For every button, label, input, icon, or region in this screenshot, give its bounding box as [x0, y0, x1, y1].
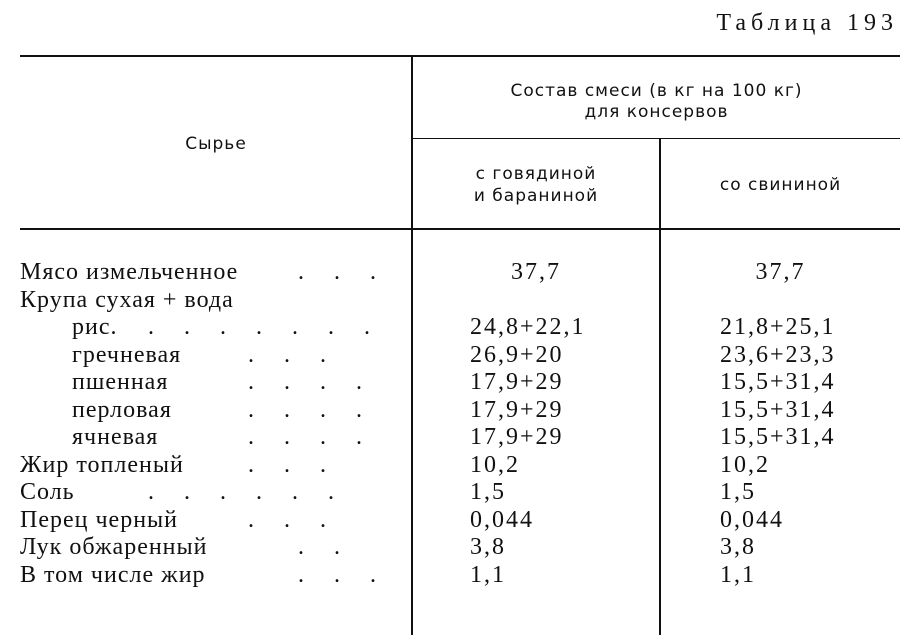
table-row — [0, 314, 910, 341]
table-row — [0, 534, 910, 561]
table-caption: Таблица 193 — [716, 10, 898, 36]
leader-dots: . . . . — [248, 424, 374, 450]
row-label: перловая — [72, 397, 172, 423]
header-col1-line2: и бараниной — [473, 186, 599, 206]
row-label: Крупа сухая + вода — [20, 287, 234, 313]
value-beef-mutton: 17,9+29 — [470, 424, 564, 450]
table-row — [0, 507, 910, 534]
row-label: Мясо измельченное — [20, 259, 239, 285]
value-pork: 23,6+23,3 — [720, 342, 836, 368]
leader-dots: . . . — [298, 562, 388, 588]
row-label: Жир топленый — [20, 452, 184, 478]
row-label: В том числе жир — [20, 562, 206, 588]
value-pork: 1,5 — [720, 479, 756, 505]
table-row — [0, 452, 910, 479]
row-label: гречневая — [72, 342, 182, 368]
row-label: ячневая — [72, 424, 159, 450]
header-bottom-rule — [20, 228, 900, 230]
value-beef-mutton: 37,7 — [511, 259, 561, 285]
table-row — [0, 259, 910, 286]
header-raw: Сырье — [185, 134, 247, 154]
value-pork: 15,5+31,4 — [720, 397, 836, 423]
leader-dots: . . . — [298, 259, 388, 285]
table-row — [0, 369, 910, 396]
value-pork: 37,7 — [755, 259, 806, 285]
table-row — [0, 287, 910, 314]
leader-dots: . . . . . . . — [148, 314, 382, 340]
header-col2: со свининой — [719, 175, 842, 195]
value-beef-mutton: 0,044 — [470, 507, 534, 533]
header-col1-line1: с говядиной — [475, 164, 597, 184]
leader-dots: . . . — [248, 507, 338, 533]
value-pork: 15,5+31,4 — [720, 369, 836, 395]
table-row — [0, 397, 910, 424]
value-pork: 15,5+31,4 — [720, 424, 836, 450]
value-beef-mutton: 1,1 — [470, 562, 506, 588]
value-beef-mutton: 26,9+20 — [470, 342, 564, 368]
value-beef-mutton: 1,5 — [470, 479, 506, 505]
value-pork: 21,8+25,1 — [720, 314, 836, 340]
table-row — [0, 479, 910, 506]
header-composition-line1: Состав смеси (в кг на 100 кг) — [510, 81, 803, 101]
leader-dots: . . — [298, 534, 352, 560]
leader-dots: . . . . . . — [148, 479, 346, 505]
row-label: Лук обжаренный — [20, 534, 208, 560]
value-pork: 0,044 — [720, 507, 784, 533]
value-pork: 3,8 — [720, 534, 756, 560]
top-rule — [20, 55, 900, 57]
leader-dots: . . . . — [248, 397, 374, 423]
value-beef-mutton: 10,2 — [470, 452, 520, 478]
leader-dots: . . . . — [248, 369, 374, 395]
value-beef-mutton: 17,9+29 — [470, 369, 564, 395]
leader-dots: . . . — [248, 342, 338, 368]
value-beef-mutton: 24,8+22,1 — [470, 314, 586, 340]
row-label: рис. — [72, 314, 118, 340]
row-label: пшенная — [72, 369, 169, 395]
table-row — [0, 562, 910, 589]
header-mid-rule — [412, 138, 900, 139]
table-row — [0, 342, 910, 369]
row-label: Соль — [20, 479, 75, 505]
leader-dots: . . . — [248, 452, 338, 478]
value-beef-mutton: 17,9+29 — [470, 397, 564, 423]
header-composition-line2: для консервов — [584, 102, 729, 122]
row-label: Перец черный — [20, 507, 179, 533]
value-pork: 1,1 — [720, 562, 756, 588]
value-beef-mutton: 3,8 — [470, 534, 506, 560]
table-row — [0, 424, 910, 451]
value-pork: 10,2 — [720, 452, 770, 478]
